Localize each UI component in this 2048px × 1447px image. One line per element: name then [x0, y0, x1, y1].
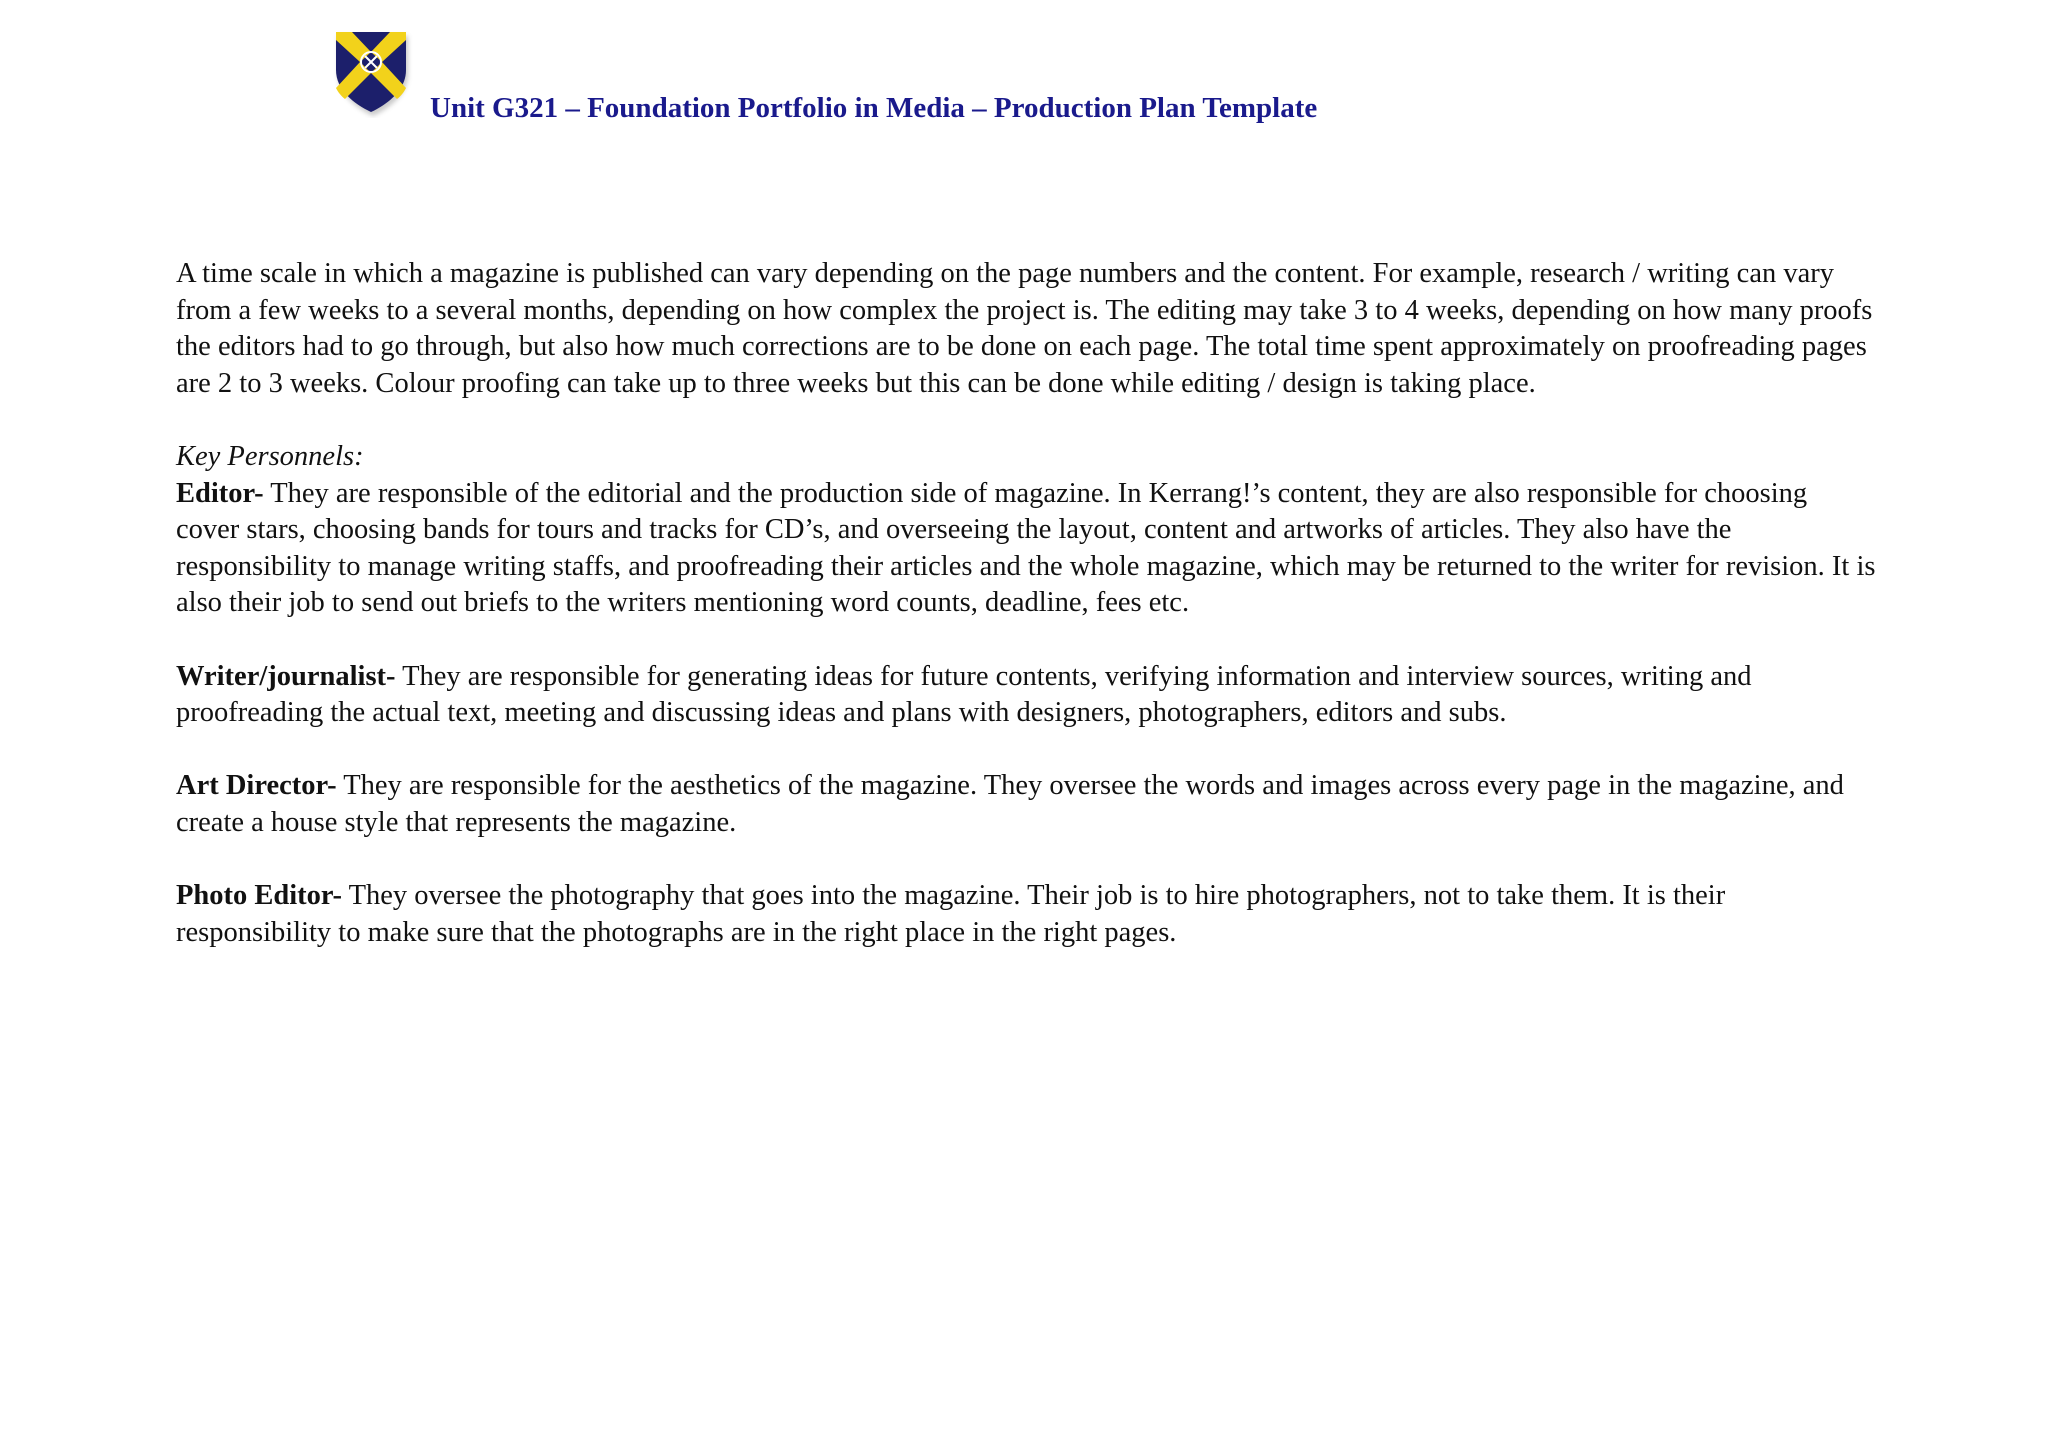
role-description: They are responsible for generating ideas for future contents, verifying information and interview sources, writing and proofreading the actual text, meeting and discussing ideas and plans with designers, photographers, editors and subs. — [176, 660, 1752, 729]
editor-paragraph — [176, 439, 1876, 622]
role-name: Writer/journalist- — [176, 660, 396, 692]
key-personnel-section — [176, 439, 1876, 951]
role-description: They oversee the photography that goes into the magazine. Their job is to hire photographers, not to take them. It is their responsibility to make sure that the photographs are in the right place in the right pages. — [176, 880, 1726, 948]
art-director-paragraph — [176, 768, 1876, 841]
role-description: They are responsible for the aesthetics of the magazine. They oversee the words and images across every page in the magazine, and create a house style that represents the magazine. — [176, 770, 1844, 838]
role-name: Art Director- — [176, 770, 337, 802]
role-name: Photo Editor- — [176, 880, 342, 912]
document-body — [176, 256, 1876, 988]
page-header — [330, 28, 1730, 128]
role-name: Editor- — [176, 477, 264, 509]
school-crest-icon — [330, 28, 416, 118]
photo-editor-paragraph — [176, 878, 1876, 951]
spacer — [176, 622, 1876, 659]
writer-paragraph — [176, 659, 1876, 732]
intro-paragraph: A time scale in which a magazine is published can vary depending on the page numbers and the content. For example, research / writing can vary from a few weeks to a several months, depending on how complex the project is. The editing may take 3 to 4 weeks, depending on how many proofs the editors had to go through, but also how much corrections are to be done on each page. The total time spent approximately on proofreading pages are 2 to 3 weeks. Colour proofing can take up to three weeks but this can be done while editing / design is taking place. — [176, 258, 1873, 399]
document-title: Unit G321 – Foundation Portfolio in Media – Production Plan Template — [430, 92, 1318, 124]
key-personnel-heading: Key Personnels: — [176, 440, 364, 472]
role-description: They are responsible of the editorial and the production side of magazine. In Kerrang!’s content, they are also responsible for choosing cover stars, choosing bands for tours and tracks for CD’s, and overseeing the layout, content and artworks of articles. They also have the responsibility to manage writing staffs, and proofreading their articles and the whole magazine, which may be returned to the writer for revision. It is also their job to send out briefs to the writers mentioning word counts, deadline, fees etc. — [176, 477, 1876, 619]
